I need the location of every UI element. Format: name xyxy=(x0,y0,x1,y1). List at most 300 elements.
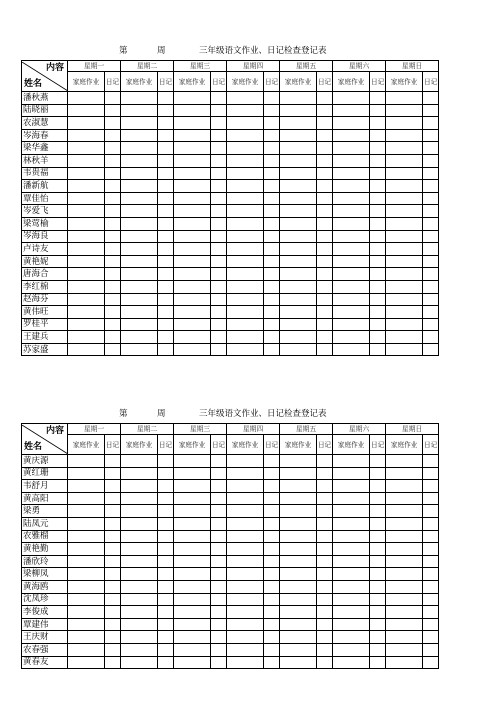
diary-check-cell[interactable] xyxy=(158,455,174,468)
homework-check-cell[interactable] xyxy=(174,580,211,593)
homework-check-cell[interactable] xyxy=(121,492,158,505)
homework-check-cell[interactable] xyxy=(227,480,264,493)
diary-check-cell[interactable] xyxy=(264,530,280,543)
diary-check-cell[interactable] xyxy=(158,606,174,619)
diary-check-cell[interactable] xyxy=(370,180,386,193)
homework-check-cell[interactable] xyxy=(68,167,105,180)
diary-check-cell[interactable] xyxy=(158,656,174,669)
diary-check-cell[interactable] xyxy=(264,555,280,568)
diary-check-cell[interactable] xyxy=(423,580,439,593)
homework-check-cell[interactable] xyxy=(280,167,317,180)
diary-check-cell[interactable] xyxy=(317,117,333,130)
diary-check-cell[interactable] xyxy=(370,631,386,644)
homework-check-cell[interactable] xyxy=(280,92,317,105)
homework-check-cell[interactable] xyxy=(68,117,105,130)
homework-check-cell[interactable] xyxy=(121,618,158,631)
homework-check-cell[interactable] xyxy=(121,517,158,530)
homework-check-cell[interactable] xyxy=(68,180,105,193)
diary-check-cell[interactable] xyxy=(264,268,280,281)
diary-check-cell[interactable] xyxy=(423,618,439,631)
diary-check-cell[interactable] xyxy=(264,568,280,581)
diary-check-cell[interactable] xyxy=(264,255,280,268)
diary-check-cell[interactable] xyxy=(158,631,174,644)
diary-check-cell[interactable] xyxy=(423,230,439,243)
homework-check-cell[interactable] xyxy=(68,104,105,117)
diary-check-cell[interactable] xyxy=(317,492,333,505)
diary-check-cell[interactable] xyxy=(105,568,121,581)
diary-check-cell[interactable] xyxy=(264,154,280,167)
homework-check-cell[interactable] xyxy=(121,192,158,205)
homework-check-cell[interactable] xyxy=(386,467,423,480)
diary-check-cell[interactable] xyxy=(211,331,227,344)
homework-check-cell[interactable] xyxy=(174,154,211,167)
homework-check-cell[interactable] xyxy=(68,293,105,306)
homework-check-cell[interactable] xyxy=(121,306,158,319)
diary-check-cell[interactable] xyxy=(317,205,333,218)
homework-check-cell[interactable] xyxy=(280,217,317,230)
homework-check-cell[interactable] xyxy=(386,318,423,331)
homework-check-cell[interactable] xyxy=(121,568,158,581)
homework-check-cell[interactable] xyxy=(174,517,211,530)
homework-check-cell[interactable] xyxy=(227,580,264,593)
diary-check-cell[interactable] xyxy=(158,217,174,230)
diary-check-cell[interactable] xyxy=(423,167,439,180)
diary-check-cell[interactable] xyxy=(423,243,439,256)
homework-check-cell[interactable] xyxy=(386,293,423,306)
homework-check-cell[interactable] xyxy=(174,618,211,631)
homework-check-cell[interactable] xyxy=(333,555,370,568)
diary-check-cell[interactable] xyxy=(423,268,439,281)
diary-check-cell[interactable] xyxy=(423,593,439,606)
homework-check-cell[interactable] xyxy=(121,505,158,518)
homework-check-cell[interactable] xyxy=(280,555,317,568)
homework-check-cell[interactable] xyxy=(227,517,264,530)
homework-check-cell[interactable] xyxy=(333,92,370,105)
homework-check-cell[interactable] xyxy=(227,543,264,556)
homework-check-cell[interactable] xyxy=(386,117,423,130)
diary-check-cell[interactable] xyxy=(158,129,174,142)
homework-check-cell[interactable] xyxy=(280,293,317,306)
homework-check-cell[interactable] xyxy=(227,555,264,568)
homework-check-cell[interactable] xyxy=(227,142,264,155)
homework-check-cell[interactable] xyxy=(121,92,158,105)
diary-check-cell[interactable] xyxy=(264,480,280,493)
homework-check-cell[interactable] xyxy=(280,331,317,344)
homework-check-cell[interactable] xyxy=(121,555,158,568)
homework-check-cell[interactable] xyxy=(174,505,211,518)
homework-check-cell[interactable] xyxy=(386,280,423,293)
diary-check-cell[interactable] xyxy=(211,555,227,568)
diary-check-cell[interactable] xyxy=(105,180,121,193)
diary-check-cell[interactable] xyxy=(423,517,439,530)
homework-check-cell[interactable] xyxy=(121,205,158,218)
diary-check-cell[interactable] xyxy=(158,230,174,243)
diary-check-cell[interactable] xyxy=(370,318,386,331)
homework-check-cell[interactable] xyxy=(121,580,158,593)
homework-check-cell[interactable] xyxy=(174,543,211,556)
homework-check-cell[interactable] xyxy=(280,154,317,167)
diary-check-cell[interactable] xyxy=(370,117,386,130)
homework-check-cell[interactable] xyxy=(333,656,370,669)
diary-check-cell[interactable] xyxy=(105,154,121,167)
diary-check-cell[interactable] xyxy=(105,217,121,230)
homework-check-cell[interactable] xyxy=(121,293,158,306)
diary-check-cell[interactable] xyxy=(317,167,333,180)
diary-check-cell[interactable] xyxy=(423,255,439,268)
homework-check-cell[interactable] xyxy=(386,343,423,356)
diary-check-cell[interactable] xyxy=(211,643,227,656)
homework-check-cell[interactable] xyxy=(227,117,264,130)
diary-check-cell[interactable] xyxy=(105,117,121,130)
diary-check-cell[interactable] xyxy=(317,243,333,256)
diary-check-cell[interactable] xyxy=(264,593,280,606)
diary-check-cell[interactable] xyxy=(158,142,174,155)
diary-check-cell[interactable] xyxy=(105,230,121,243)
diary-check-cell[interactable] xyxy=(370,255,386,268)
homework-check-cell[interactable] xyxy=(174,492,211,505)
diary-check-cell[interactable] xyxy=(105,492,121,505)
diary-check-cell[interactable] xyxy=(211,618,227,631)
diary-check-cell[interactable] xyxy=(370,455,386,468)
diary-check-cell[interactable] xyxy=(158,318,174,331)
homework-check-cell[interactable] xyxy=(174,530,211,543)
diary-check-cell[interactable] xyxy=(370,92,386,105)
diary-check-cell[interactable] xyxy=(211,580,227,593)
homework-check-cell[interactable] xyxy=(386,618,423,631)
diary-check-cell[interactable] xyxy=(317,631,333,644)
diary-check-cell[interactable] xyxy=(105,631,121,644)
homework-check-cell[interactable] xyxy=(227,154,264,167)
homework-check-cell[interactable] xyxy=(386,568,423,581)
homework-check-cell[interactable] xyxy=(386,555,423,568)
diary-check-cell[interactable] xyxy=(317,92,333,105)
diary-check-cell[interactable] xyxy=(317,104,333,117)
homework-check-cell[interactable] xyxy=(386,306,423,319)
diary-check-cell[interactable] xyxy=(158,280,174,293)
homework-check-cell[interactable] xyxy=(174,167,211,180)
diary-check-cell[interactable] xyxy=(211,492,227,505)
homework-check-cell[interactable] xyxy=(227,192,264,205)
diary-check-cell[interactable] xyxy=(105,205,121,218)
homework-check-cell[interactable] xyxy=(333,455,370,468)
homework-check-cell[interactable] xyxy=(68,306,105,319)
homework-check-cell[interactable] xyxy=(68,580,105,593)
homework-check-cell[interactable] xyxy=(121,530,158,543)
diary-check-cell[interactable] xyxy=(264,217,280,230)
diary-check-cell[interactable] xyxy=(423,555,439,568)
diary-check-cell[interactable] xyxy=(370,230,386,243)
diary-check-cell[interactable] xyxy=(370,306,386,319)
homework-check-cell[interactable] xyxy=(280,480,317,493)
diary-check-cell[interactable] xyxy=(105,92,121,105)
diary-check-cell[interactable] xyxy=(105,606,121,619)
diary-check-cell[interactable] xyxy=(370,580,386,593)
homework-check-cell[interactable] xyxy=(227,104,264,117)
diary-check-cell[interactable] xyxy=(370,593,386,606)
homework-check-cell[interactable] xyxy=(227,492,264,505)
homework-check-cell[interactable] xyxy=(227,230,264,243)
homework-check-cell[interactable] xyxy=(333,180,370,193)
homework-check-cell[interactable] xyxy=(333,631,370,644)
homework-check-cell[interactable] xyxy=(68,467,105,480)
homework-check-cell[interactable] xyxy=(174,255,211,268)
diary-check-cell[interactable] xyxy=(317,180,333,193)
diary-check-cell[interactable] xyxy=(105,455,121,468)
diary-check-cell[interactable] xyxy=(264,343,280,356)
homework-check-cell[interactable] xyxy=(280,318,317,331)
homework-check-cell[interactable] xyxy=(68,205,105,218)
homework-check-cell[interactable] xyxy=(386,455,423,468)
diary-check-cell[interactable] xyxy=(317,154,333,167)
diary-check-cell[interactable] xyxy=(370,555,386,568)
homework-check-cell[interactable] xyxy=(333,217,370,230)
diary-check-cell[interactable] xyxy=(264,205,280,218)
diary-check-cell[interactable] xyxy=(423,643,439,656)
diary-check-cell[interactable] xyxy=(264,117,280,130)
diary-check-cell[interactable] xyxy=(423,505,439,518)
homework-check-cell[interactable] xyxy=(121,331,158,344)
diary-check-cell[interactable] xyxy=(211,154,227,167)
homework-check-cell[interactable] xyxy=(386,643,423,656)
diary-check-cell[interactable] xyxy=(211,104,227,117)
homework-check-cell[interactable] xyxy=(333,293,370,306)
homework-check-cell[interactable] xyxy=(227,343,264,356)
homework-check-cell[interactable] xyxy=(386,530,423,543)
diary-check-cell[interactable] xyxy=(105,517,121,530)
diary-check-cell[interactable] xyxy=(211,142,227,155)
homework-check-cell[interactable] xyxy=(333,280,370,293)
homework-check-cell[interactable] xyxy=(174,293,211,306)
homework-check-cell[interactable] xyxy=(227,505,264,518)
diary-check-cell[interactable] xyxy=(264,230,280,243)
diary-check-cell[interactable] xyxy=(423,217,439,230)
homework-check-cell[interactable] xyxy=(68,631,105,644)
diary-check-cell[interactable] xyxy=(211,117,227,130)
diary-check-cell[interactable] xyxy=(211,631,227,644)
diary-check-cell[interactable] xyxy=(105,192,121,205)
diary-check-cell[interactable] xyxy=(211,656,227,669)
homework-check-cell[interactable] xyxy=(227,167,264,180)
homework-check-cell[interactable] xyxy=(174,104,211,117)
diary-check-cell[interactable] xyxy=(370,293,386,306)
diary-check-cell[interactable] xyxy=(264,104,280,117)
homework-check-cell[interactable] xyxy=(333,167,370,180)
homework-check-cell[interactable] xyxy=(386,142,423,155)
homework-check-cell[interactable] xyxy=(121,455,158,468)
homework-check-cell[interactable] xyxy=(227,205,264,218)
diary-check-cell[interactable] xyxy=(158,268,174,281)
homework-check-cell[interactable] xyxy=(121,243,158,256)
homework-check-cell[interactable] xyxy=(333,331,370,344)
diary-check-cell[interactable] xyxy=(317,568,333,581)
diary-check-cell[interactable] xyxy=(211,505,227,518)
homework-check-cell[interactable] xyxy=(121,268,158,281)
diary-check-cell[interactable] xyxy=(158,580,174,593)
homework-check-cell[interactable] xyxy=(68,92,105,105)
homework-check-cell[interactable] xyxy=(121,117,158,130)
diary-check-cell[interactable] xyxy=(264,243,280,256)
homework-check-cell[interactable] xyxy=(333,618,370,631)
diary-check-cell[interactable] xyxy=(317,318,333,331)
diary-check-cell[interactable] xyxy=(264,331,280,344)
homework-check-cell[interactable] xyxy=(333,318,370,331)
diary-check-cell[interactable] xyxy=(423,205,439,218)
homework-check-cell[interactable] xyxy=(386,631,423,644)
homework-check-cell[interactable] xyxy=(227,217,264,230)
diary-check-cell[interactable] xyxy=(158,180,174,193)
diary-check-cell[interactable] xyxy=(264,92,280,105)
diary-check-cell[interactable] xyxy=(158,255,174,268)
homework-check-cell[interactable] xyxy=(121,280,158,293)
diary-check-cell[interactable] xyxy=(211,543,227,556)
diary-check-cell[interactable] xyxy=(211,129,227,142)
diary-check-cell[interactable] xyxy=(264,517,280,530)
diary-check-cell[interactable] xyxy=(211,167,227,180)
homework-check-cell[interactable] xyxy=(68,217,105,230)
diary-check-cell[interactable] xyxy=(158,543,174,556)
diary-check-cell[interactable] xyxy=(264,306,280,319)
homework-check-cell[interactable] xyxy=(68,129,105,142)
homework-check-cell[interactable] xyxy=(227,92,264,105)
diary-check-cell[interactable] xyxy=(423,104,439,117)
homework-check-cell[interactable] xyxy=(280,530,317,543)
diary-check-cell[interactable] xyxy=(105,643,121,656)
homework-check-cell[interactable] xyxy=(174,555,211,568)
diary-check-cell[interactable] xyxy=(211,606,227,619)
homework-check-cell[interactable] xyxy=(121,343,158,356)
homework-check-cell[interactable] xyxy=(333,593,370,606)
homework-check-cell[interactable] xyxy=(280,104,317,117)
diary-check-cell[interactable] xyxy=(317,656,333,669)
homework-check-cell[interactable] xyxy=(280,129,317,142)
homework-check-cell[interactable] xyxy=(121,606,158,619)
diary-check-cell[interactable] xyxy=(317,593,333,606)
homework-check-cell[interactable] xyxy=(68,243,105,256)
diary-check-cell[interactable] xyxy=(264,192,280,205)
homework-check-cell[interactable] xyxy=(174,467,211,480)
homework-check-cell[interactable] xyxy=(121,480,158,493)
diary-check-cell[interactable] xyxy=(105,306,121,319)
diary-check-cell[interactable] xyxy=(158,467,174,480)
diary-check-cell[interactable] xyxy=(211,205,227,218)
homework-check-cell[interactable] xyxy=(174,205,211,218)
diary-check-cell[interactable] xyxy=(158,306,174,319)
diary-check-cell[interactable] xyxy=(211,92,227,105)
diary-check-cell[interactable] xyxy=(370,517,386,530)
homework-check-cell[interactable] xyxy=(68,555,105,568)
homework-check-cell[interactable] xyxy=(68,517,105,530)
homework-check-cell[interactable] xyxy=(386,606,423,619)
diary-check-cell[interactable] xyxy=(423,280,439,293)
diary-check-cell[interactable] xyxy=(105,255,121,268)
diary-check-cell[interactable] xyxy=(105,543,121,556)
diary-check-cell[interactable] xyxy=(317,293,333,306)
homework-check-cell[interactable] xyxy=(174,606,211,619)
diary-check-cell[interactable] xyxy=(423,293,439,306)
homework-check-cell[interactable] xyxy=(280,243,317,256)
diary-check-cell[interactable] xyxy=(105,656,121,669)
homework-check-cell[interactable] xyxy=(227,631,264,644)
diary-check-cell[interactable] xyxy=(370,643,386,656)
homework-check-cell[interactable] xyxy=(227,129,264,142)
homework-check-cell[interactable] xyxy=(174,593,211,606)
homework-check-cell[interactable] xyxy=(121,631,158,644)
homework-check-cell[interactable] xyxy=(227,243,264,256)
homework-check-cell[interactable] xyxy=(68,480,105,493)
homework-check-cell[interactable] xyxy=(386,580,423,593)
diary-check-cell[interactable] xyxy=(423,343,439,356)
homework-check-cell[interactable] xyxy=(280,606,317,619)
diary-check-cell[interactable] xyxy=(211,467,227,480)
homework-check-cell[interactable] xyxy=(386,167,423,180)
diary-check-cell[interactable] xyxy=(264,643,280,656)
homework-check-cell[interactable] xyxy=(227,331,264,344)
diary-check-cell[interactable] xyxy=(370,467,386,480)
homework-check-cell[interactable] xyxy=(280,343,317,356)
diary-check-cell[interactable] xyxy=(158,568,174,581)
homework-check-cell[interactable] xyxy=(227,180,264,193)
diary-check-cell[interactable] xyxy=(317,517,333,530)
homework-check-cell[interactable] xyxy=(333,643,370,656)
diary-check-cell[interactable] xyxy=(423,306,439,319)
diary-check-cell[interactable] xyxy=(158,192,174,205)
diary-check-cell[interactable] xyxy=(211,306,227,319)
diary-check-cell[interactable] xyxy=(158,517,174,530)
diary-check-cell[interactable] xyxy=(423,180,439,193)
diary-check-cell[interactable] xyxy=(317,480,333,493)
homework-check-cell[interactable] xyxy=(68,568,105,581)
homework-check-cell[interactable] xyxy=(121,593,158,606)
homework-check-cell[interactable] xyxy=(333,129,370,142)
diary-check-cell[interactable] xyxy=(158,505,174,518)
diary-check-cell[interactable] xyxy=(264,167,280,180)
diary-check-cell[interactable] xyxy=(105,318,121,331)
homework-check-cell[interactable] xyxy=(68,530,105,543)
diary-check-cell[interactable] xyxy=(370,543,386,556)
homework-check-cell[interactable] xyxy=(386,480,423,493)
homework-check-cell[interactable] xyxy=(121,255,158,268)
homework-check-cell[interactable] xyxy=(333,505,370,518)
homework-check-cell[interactable] xyxy=(227,455,264,468)
diary-check-cell[interactable] xyxy=(105,280,121,293)
homework-check-cell[interactable] xyxy=(121,543,158,556)
homework-check-cell[interactable] xyxy=(280,205,317,218)
homework-check-cell[interactable] xyxy=(227,255,264,268)
diary-check-cell[interactable] xyxy=(317,142,333,155)
diary-check-cell[interactable] xyxy=(423,331,439,344)
homework-check-cell[interactable] xyxy=(280,517,317,530)
diary-check-cell[interactable] xyxy=(211,280,227,293)
homework-check-cell[interactable] xyxy=(68,343,105,356)
homework-check-cell[interactable] xyxy=(227,568,264,581)
diary-check-cell[interactable] xyxy=(158,618,174,631)
homework-check-cell[interactable] xyxy=(174,92,211,105)
homework-check-cell[interactable] xyxy=(386,543,423,556)
homework-check-cell[interactable] xyxy=(174,480,211,493)
homework-check-cell[interactable] xyxy=(333,255,370,268)
diary-check-cell[interactable] xyxy=(211,480,227,493)
homework-check-cell[interactable] xyxy=(174,318,211,331)
homework-check-cell[interactable] xyxy=(280,643,317,656)
diary-check-cell[interactable] xyxy=(211,243,227,256)
diary-check-cell[interactable] xyxy=(211,217,227,230)
homework-check-cell[interactable] xyxy=(386,268,423,281)
diary-check-cell[interactable] xyxy=(105,505,121,518)
diary-check-cell[interactable] xyxy=(158,555,174,568)
diary-check-cell[interactable] xyxy=(264,129,280,142)
diary-check-cell[interactable] xyxy=(264,180,280,193)
homework-check-cell[interactable] xyxy=(68,455,105,468)
